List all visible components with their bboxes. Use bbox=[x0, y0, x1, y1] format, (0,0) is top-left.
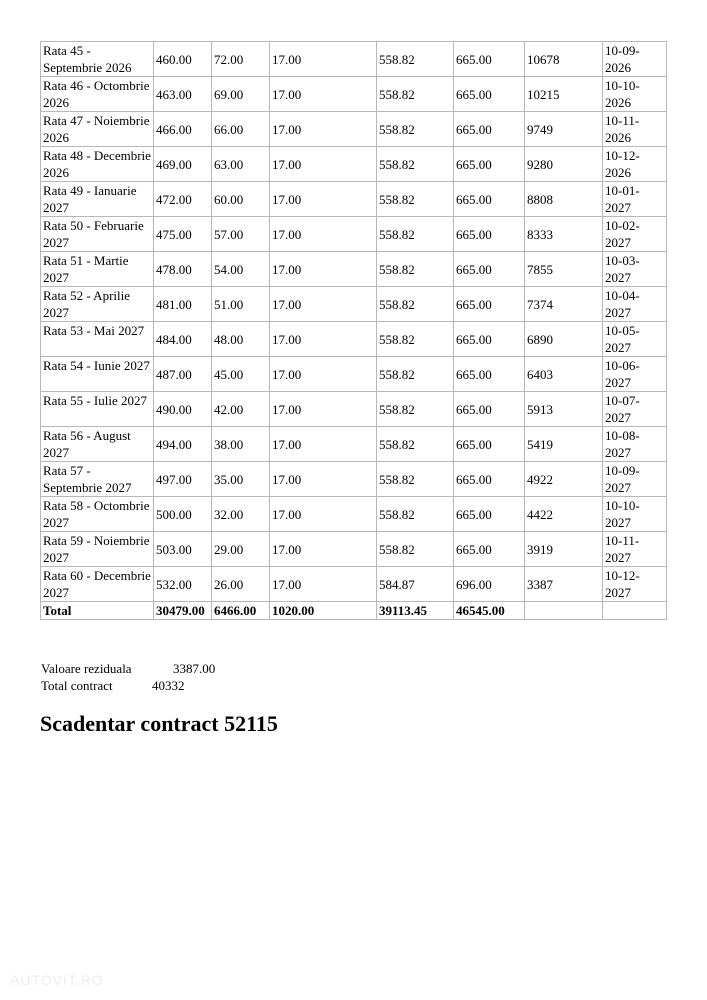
net-amount-cell: 558.82 bbox=[377, 42, 454, 77]
net-amount-cell: 558.82 bbox=[377, 252, 454, 287]
residual-value: 3387.00 bbox=[173, 661, 216, 676]
installment-label: Rata 60 - Decembrie 2027 bbox=[41, 567, 154, 602]
installment-label: Rata 51 - Martie 2027 bbox=[41, 252, 154, 287]
table-row bbox=[41, 77, 667, 112]
total-label: Total bbox=[41, 602, 154, 620]
interest-cell: 69.00 bbox=[212, 77, 270, 112]
balance-cell: 7374 bbox=[525, 287, 603, 322]
due-date-cell: 10-09-2027 bbox=[603, 462, 667, 497]
fee-cell: 17.00 bbox=[270, 567, 377, 602]
principal-cell: 463.00 bbox=[154, 77, 212, 112]
due-date-cell: 10-03-2027 bbox=[603, 252, 667, 287]
principal-cell: 500.00 bbox=[154, 497, 212, 532]
gross-amount-cell: 665.00 bbox=[454, 322, 525, 357]
gross-amount-cell: 665.00 bbox=[454, 497, 525, 532]
principal-cell: 466.00 bbox=[154, 112, 212, 147]
principal-cell: 475.00 bbox=[154, 217, 212, 252]
table-row bbox=[41, 217, 667, 252]
net-amount-cell: 558.82 bbox=[377, 217, 454, 252]
due-date-cell: 10-04-2027 bbox=[603, 287, 667, 322]
table-row bbox=[41, 322, 667, 357]
principal-cell: 472.00 bbox=[154, 182, 212, 217]
interest-cell: 32.00 bbox=[212, 497, 270, 532]
gross-amount-cell: 665.00 bbox=[454, 357, 525, 392]
interest-cell: 35.00 bbox=[212, 462, 270, 497]
fee-cell: 17.00 bbox=[270, 462, 377, 497]
fee-cell: 17.00 bbox=[270, 322, 377, 357]
document-title: Scadentar contract 52115 bbox=[40, 711, 278, 736]
balance-cell: 6890 bbox=[525, 322, 603, 357]
residual-value-label: Valoare reziduala bbox=[41, 661, 132, 676]
fee-cell: 17.00 bbox=[270, 112, 377, 147]
fee-cell: 17.00 bbox=[270, 427, 377, 462]
due-date-cell: 10-10-2027 bbox=[603, 497, 667, 532]
total-contract-line bbox=[41, 677, 215, 694]
total-date bbox=[603, 602, 667, 620]
principal-cell: 490.00 bbox=[154, 392, 212, 427]
principal-cell: 532.00 bbox=[154, 567, 212, 602]
interest-cell: 38.00 bbox=[212, 427, 270, 462]
fee-cell: 17.00 bbox=[270, 287, 377, 322]
gross-amount-cell: 665.00 bbox=[454, 532, 525, 567]
balance-cell: 10678 bbox=[525, 42, 603, 77]
installment-label: Rata 56 - August 2027 bbox=[41, 427, 154, 462]
installment-label: Rata 58 - Octombrie 2027 bbox=[41, 497, 154, 532]
net-amount-cell: 558.82 bbox=[377, 287, 454, 322]
interest-cell: 63.00 bbox=[212, 147, 270, 182]
interest-cell: 66.00 bbox=[212, 112, 270, 147]
gross-amount-cell: 665.00 bbox=[454, 147, 525, 182]
principal-cell: 503.00 bbox=[154, 532, 212, 567]
balance-cell: 4422 bbox=[525, 497, 603, 532]
due-date-cell: 10-11-2026 bbox=[603, 112, 667, 147]
fee-cell: 17.00 bbox=[270, 252, 377, 287]
interest-cell: 72.00 bbox=[212, 42, 270, 77]
total-contract-value: 40332 bbox=[152, 678, 185, 693]
balance-cell: 5913 bbox=[525, 392, 603, 427]
table-row bbox=[41, 112, 667, 147]
table-row bbox=[41, 532, 667, 567]
due-date-cell: 10-12-2026 bbox=[603, 147, 667, 182]
total-balance bbox=[525, 602, 603, 620]
interest-cell: 54.00 bbox=[212, 252, 270, 287]
table-row bbox=[41, 392, 667, 427]
fee-cell: 17.00 bbox=[270, 147, 377, 182]
balance-cell: 9280 bbox=[525, 147, 603, 182]
installment-label: Rata 59 - Noiembrie 2027 bbox=[41, 532, 154, 567]
residual-value-line bbox=[41, 660, 215, 677]
gross-amount-cell: 665.00 bbox=[454, 42, 525, 77]
installment-label: Rata 46 - Octombrie 2026 bbox=[41, 77, 154, 112]
total-contract-label: Total contract bbox=[41, 678, 113, 693]
net-amount-cell: 558.82 bbox=[377, 112, 454, 147]
installment-label: Rata 47 - Noiembrie 2026 bbox=[41, 112, 154, 147]
installment-label: Rata 49 - Ianuarie 2027 bbox=[41, 182, 154, 217]
installment-label: Rata 55 - Iulie 2027 bbox=[41, 392, 154, 427]
fee-cell: 17.00 bbox=[270, 357, 377, 392]
gross-amount-cell: 665.00 bbox=[454, 427, 525, 462]
contract-summary bbox=[41, 660, 215, 694]
fee-cell: 17.00 bbox=[270, 217, 377, 252]
fee-cell: 17.00 bbox=[270, 532, 377, 567]
total-interest: 6466.00 bbox=[212, 602, 270, 620]
installment-label: Rata 48 - Decembrie 2026 bbox=[41, 147, 154, 182]
interest-cell: 29.00 bbox=[212, 532, 270, 567]
balance-cell: 7855 bbox=[525, 252, 603, 287]
schedule-body bbox=[41, 42, 667, 602]
gross-amount-cell: 665.00 bbox=[454, 392, 525, 427]
gross-amount-cell: 665.00 bbox=[454, 462, 525, 497]
balance-cell: 3919 bbox=[525, 532, 603, 567]
principal-cell: 487.00 bbox=[154, 357, 212, 392]
balance-cell: 8808 bbox=[525, 182, 603, 217]
gross-amount-cell: 665.00 bbox=[454, 77, 525, 112]
total-net: 39113.45 bbox=[377, 602, 454, 620]
principal-cell: 494.00 bbox=[154, 427, 212, 462]
net-amount-cell: 558.82 bbox=[377, 462, 454, 497]
due-date-cell: 10-06-2027 bbox=[603, 357, 667, 392]
installment-label: Rata 52 - Aprilie 2027 bbox=[41, 287, 154, 322]
interest-cell: 57.00 bbox=[212, 217, 270, 252]
due-date-cell: 10-12-2027 bbox=[603, 567, 667, 602]
principal-cell: 478.00 bbox=[154, 252, 212, 287]
interest-cell: 45.00 bbox=[212, 357, 270, 392]
gross-amount-cell: 696.00 bbox=[454, 567, 525, 602]
fee-cell: 17.00 bbox=[270, 77, 377, 112]
balance-cell: 4922 bbox=[525, 462, 603, 497]
installment-label: Rata 50 - Februarie 2027 bbox=[41, 217, 154, 252]
total-row bbox=[41, 602, 667, 620]
net-amount-cell: 558.82 bbox=[377, 182, 454, 217]
interest-cell: 60.00 bbox=[212, 182, 270, 217]
payment-schedule-table bbox=[40, 41, 667, 620]
balance-cell: 10215 bbox=[525, 77, 603, 112]
interest-cell: 48.00 bbox=[212, 322, 270, 357]
table-row bbox=[41, 287, 667, 322]
net-amount-cell: 558.82 bbox=[377, 77, 454, 112]
watermark-logo: AUTOVIT.RO bbox=[10, 972, 104, 988]
gross-amount-cell: 665.00 bbox=[454, 182, 525, 217]
principal-cell: 484.00 bbox=[154, 322, 212, 357]
due-date-cell: 10-05-2027 bbox=[603, 322, 667, 357]
installment-label: Rata 45 - Septembrie 2026 bbox=[41, 42, 154, 77]
interest-cell: 26.00 bbox=[212, 567, 270, 602]
table-row bbox=[41, 462, 667, 497]
table-row bbox=[41, 42, 667, 77]
total-gross: 46545.00 bbox=[454, 602, 525, 620]
net-amount-cell: 558.82 bbox=[377, 147, 454, 182]
installment-label: Rata 57 - Septembrie 2027 bbox=[41, 462, 154, 497]
table-row bbox=[41, 567, 667, 602]
table-row bbox=[41, 147, 667, 182]
due-date-cell: 10-01-2027 bbox=[603, 182, 667, 217]
installment-label: Rata 53 - Mai 2027 bbox=[41, 322, 154, 357]
due-date-cell: 10-09-2026 bbox=[603, 42, 667, 77]
fee-cell: 17.00 bbox=[270, 182, 377, 217]
balance-cell: 3387 bbox=[525, 567, 603, 602]
balance-cell: 5419 bbox=[525, 427, 603, 462]
principal-cell: 497.00 bbox=[154, 462, 212, 497]
due-date-cell: 10-07-2027 bbox=[603, 392, 667, 427]
gross-amount-cell: 665.00 bbox=[454, 252, 525, 287]
table-row bbox=[41, 252, 667, 287]
due-date-cell: 10-11-2027 bbox=[603, 532, 667, 567]
table-row bbox=[41, 497, 667, 532]
table-row bbox=[41, 357, 667, 392]
table-row bbox=[41, 427, 667, 462]
principal-cell: 460.00 bbox=[154, 42, 212, 77]
net-amount-cell: 558.82 bbox=[377, 427, 454, 462]
fee-cell: 17.00 bbox=[270, 497, 377, 532]
net-amount-cell: 558.82 bbox=[377, 357, 454, 392]
principal-cell: 481.00 bbox=[154, 287, 212, 322]
gross-amount-cell: 665.00 bbox=[454, 217, 525, 252]
net-amount-cell: 558.82 bbox=[377, 532, 454, 567]
due-date-cell: 10-02-2027 bbox=[603, 217, 667, 252]
fee-cell: 17.00 bbox=[270, 42, 377, 77]
gross-amount-cell: 665.00 bbox=[454, 112, 525, 147]
total-principal: 30479.00 bbox=[154, 602, 212, 620]
gross-amount-cell: 665.00 bbox=[454, 287, 525, 322]
net-amount-cell: 584.87 bbox=[377, 567, 454, 602]
balance-cell: 6403 bbox=[525, 357, 603, 392]
balance-cell: 8333 bbox=[525, 217, 603, 252]
net-amount-cell: 558.82 bbox=[377, 392, 454, 427]
net-amount-cell: 558.82 bbox=[377, 497, 454, 532]
table-row bbox=[41, 182, 667, 217]
net-amount-cell: 558.82 bbox=[377, 322, 454, 357]
due-date-cell: 10-10-2026 bbox=[603, 77, 667, 112]
interest-cell: 42.00 bbox=[212, 392, 270, 427]
balance-cell: 9749 bbox=[525, 112, 603, 147]
total-fee: 1020.00 bbox=[270, 602, 377, 620]
installment-label: Rata 54 - Iunie 2027 bbox=[41, 357, 154, 392]
fee-cell: 17.00 bbox=[270, 392, 377, 427]
schedule-total bbox=[41, 602, 667, 620]
principal-cell: 469.00 bbox=[154, 147, 212, 182]
due-date-cell: 10-08-2027 bbox=[603, 427, 667, 462]
interest-cell: 51.00 bbox=[212, 287, 270, 322]
